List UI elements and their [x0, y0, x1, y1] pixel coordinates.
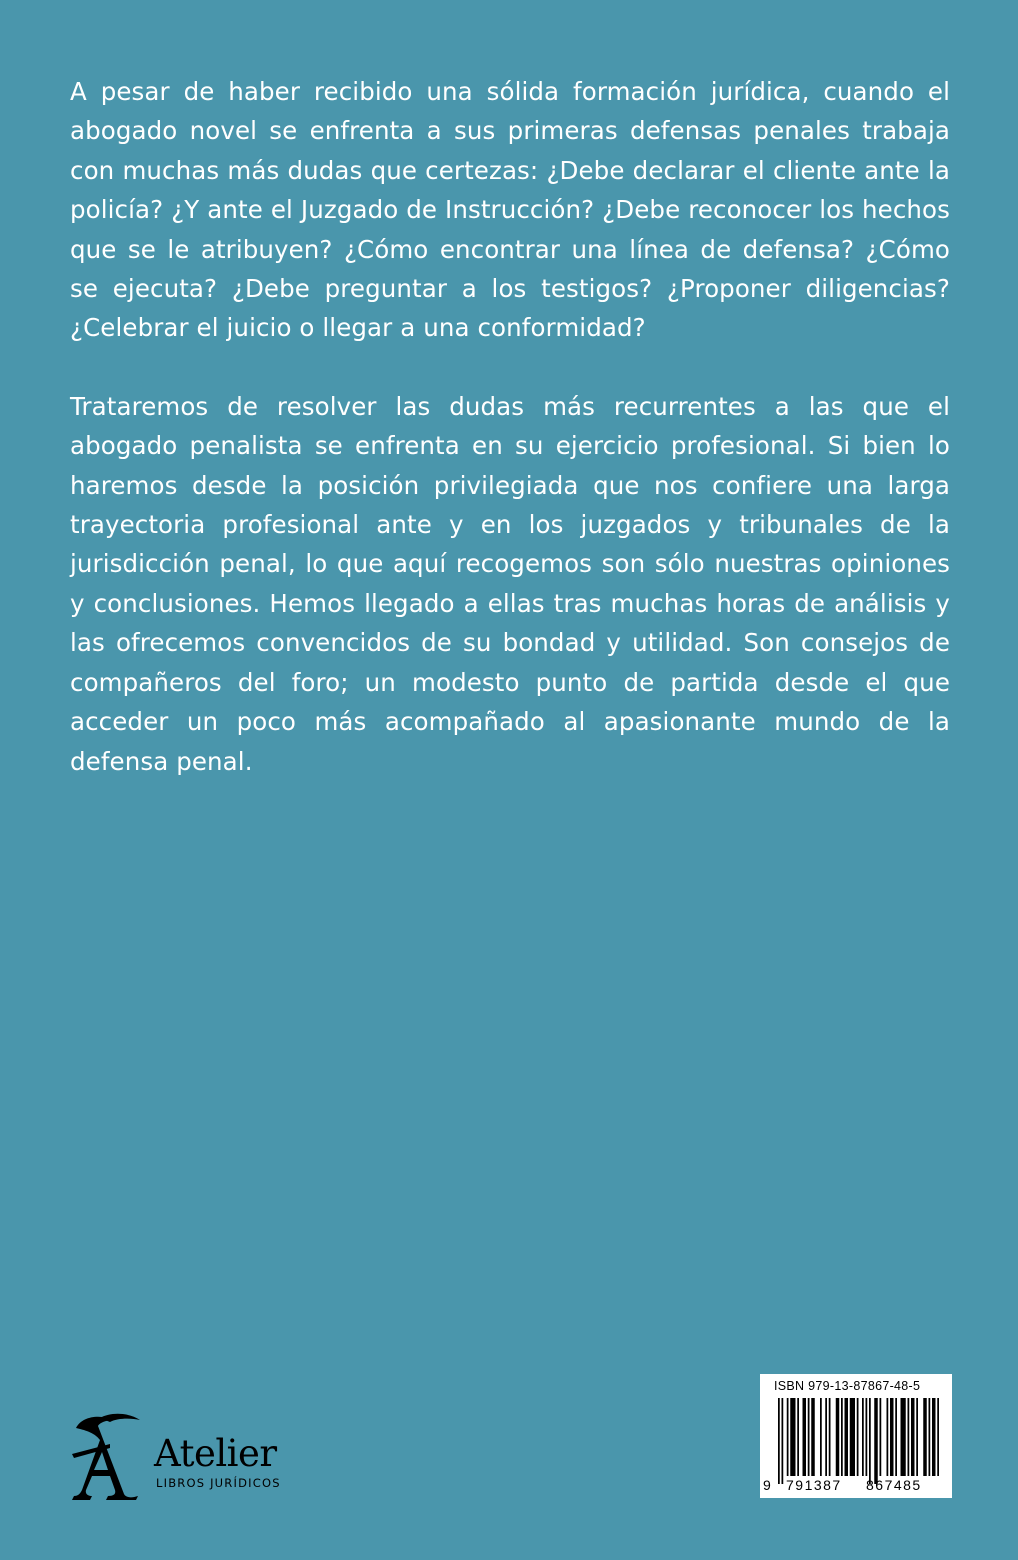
barcode-bar: [901, 1398, 906, 1476]
barcode-bar: [836, 1398, 840, 1476]
barcode-bar: [908, 1398, 910, 1476]
barcode-bar: [890, 1398, 894, 1476]
barcode-digit-lead: 9: [763, 1477, 771, 1493]
barcode-bar: [778, 1398, 780, 1484]
barcode-bar: [862, 1398, 864, 1476]
publisher-name: Atelier: [154, 1432, 277, 1475]
barcode-digits-left: 791387: [786, 1477, 842, 1493]
barcode-bar: [850, 1398, 855, 1476]
barcode-bar: [869, 1398, 871, 1484]
barcode-bar: [932, 1398, 936, 1476]
barcode-bar: [916, 1398, 918, 1476]
publisher-logo: [70, 1410, 310, 1510]
barcode-bar: [866, 1398, 868, 1476]
isbn-barcode: [760, 1374, 952, 1498]
back-cover-blurb: [70, 72, 950, 820]
barcode-bar: [797, 1398, 799, 1476]
blurb-paragraph-1: A pesar de haber recibido una sólida formación jurídica, cuando el abogado novel se enfrenta a sus primeras defensas penales trabaja con muchas más dudas que certezas: ¿Debe declarar el cliente ante la policía? ¿Y ante el Juzgado de Instrucción? ¿Debe reconocer los hechos que se le atribuyen? ¿Cómo encontrar una línea de defensa? ¿Cómo se ejecuta? ¿Debe preguntar a los testigos? ¿Proponer diligencias? ¿Celebrar el juicio o llegar a una conformidad?: [70, 77, 950, 343]
barcode-bar: [820, 1398, 822, 1476]
atelier-a-monogram-icon: [70, 1410, 150, 1502]
barcode-bar: [880, 1398, 882, 1476]
barcode-bar: [841, 1398, 843, 1476]
barcode-digits-right: 867485: [866, 1477, 922, 1493]
barcode-bar: [808, 1398, 810, 1476]
blurb-paragraph-2: Trataremos de resolver las dudas más recurrentes a las que el abogado penalista se enfrenta en su ejercicio profesional. Si bien lo haremos desde la posición privilegiada que nos confiere una larga trayectoria profesional ante y en los juzgados y tribunales de la jurisdicción penal, lo que aquí recogemos son sólo nuestras opiniones y conclusiones. Hemos llegado a ellas tras muchas horas de análisis y las ofrecemos convencidos de su bondad y utilidad. Son consejos de compañeros del foro; un modesto punto de partida desde el que acceder un poco más acompañado al apasionante mundo de la defensa penal.: [70, 391, 950, 776]
isbn-label: ISBN 979-13-87867-48-5: [774, 1379, 921, 1393]
barcode-bar: [887, 1398, 889, 1476]
barcode-bar: [787, 1398, 789, 1476]
barcode-bar: [923, 1398, 927, 1476]
barcode-bar: [929, 1398, 931, 1476]
barcode-bar: [811, 1398, 815, 1476]
barcode-bar: [911, 1398, 915, 1476]
barcode-bar: [782, 1398, 784, 1484]
barcode-bar: [829, 1398, 831, 1476]
barcode-bar: [790, 1398, 795, 1476]
barcode-bar: [895, 1398, 897, 1476]
barcode-bar: [857, 1398, 859, 1476]
barcode-bar: [845, 1398, 849, 1476]
barcode-bar: [803, 1398, 807, 1476]
barcode-bar: [937, 1398, 939, 1476]
barcode-bar: [825, 1398, 827, 1476]
publisher-subtitle: LIBROS JURÍDICOS: [156, 1476, 281, 1490]
barcode-bar: [874, 1398, 878, 1484]
